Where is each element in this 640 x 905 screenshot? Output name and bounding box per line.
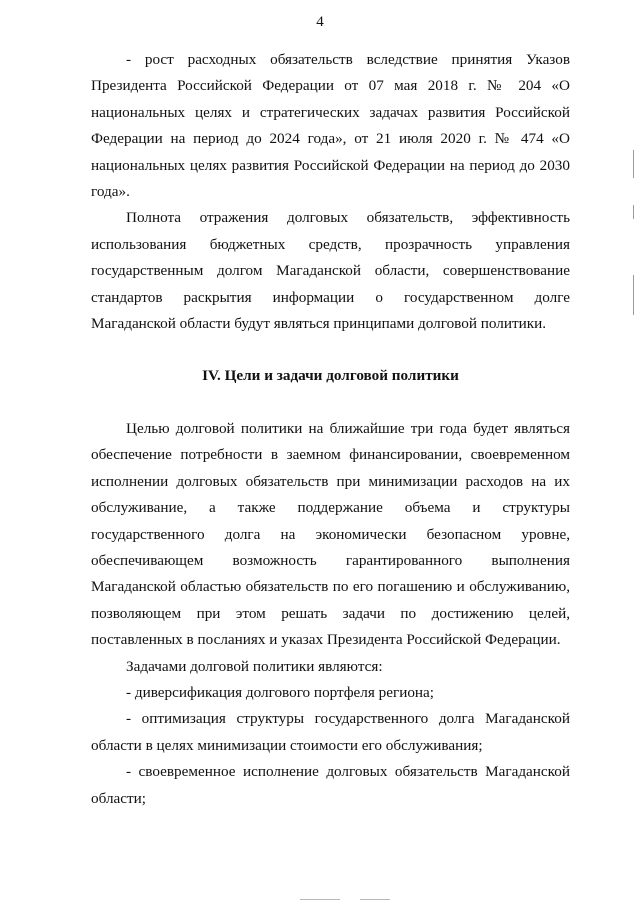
scan-bottom-mark xyxy=(300,899,340,900)
spacer xyxy=(91,390,570,416)
paragraph-tasks-intro: Задачами долговой политики являются: xyxy=(126,657,383,675)
list-item-diversification: - диверсификация долгового портфеля региона; xyxy=(126,683,435,701)
list-item-timely-execution: - своевременное исполнение долговых обязательств Магаданской области; xyxy=(91,763,570,807)
scan-edge-mark xyxy=(633,275,634,315)
paragraph-goal: Целью долговой политики на ближайшие три года будет являться обеспечение потребности в заемном финансировании, своевременном исполнении долговых обязательств при минимизации расходов на их обслуживание, а также поддержание объема и структуры государственного долга на экономически безопасном уровне, обеспечивающем возможность гарантированного выполнения Магаданской областью обязательств по его погашению и обслуживанию, позволяющем при этом решать задачи по достижению целей, поставленных в посланиях и указах Президента Российской Федерации. xyxy=(91,419,570,649)
page-number: 4 xyxy=(316,14,324,30)
scan-edge-mark xyxy=(633,150,634,178)
spacer xyxy=(91,337,570,363)
list-item-optimization: - оптимизация структуры государственного долга Магаданской области в целях минимизации стоимости его обслуживания; xyxy=(91,710,570,754)
paragraph-decrees: - рост расходных обязательств вследствие принятия Указов Президента Российской Федерации от 07 мая 2018 г. № 204 «О национальных целях и стратегических задачах развития Российской Федерации на период до 2024 года», от 21 июля 2020 г. № 474 «О национальных целях развития Российской Федерации на период до 2030 года». xyxy=(91,51,570,201)
section-heading: IV. Цели и задачи долговой политики xyxy=(202,367,459,385)
paragraph-principles: Полнота отражения долговых обязательств, эффективность использования бюджетных средств, прозрачность управления государственным долгом Магаданской области, совершенствование стандартов раскрытия информации о государственном долге Магаданской области будут являться принципами долговой политики. xyxy=(91,209,570,333)
scan-edge-mark xyxy=(633,205,634,219)
document-body xyxy=(91,47,570,812)
scan-bottom-mark xyxy=(360,899,390,900)
